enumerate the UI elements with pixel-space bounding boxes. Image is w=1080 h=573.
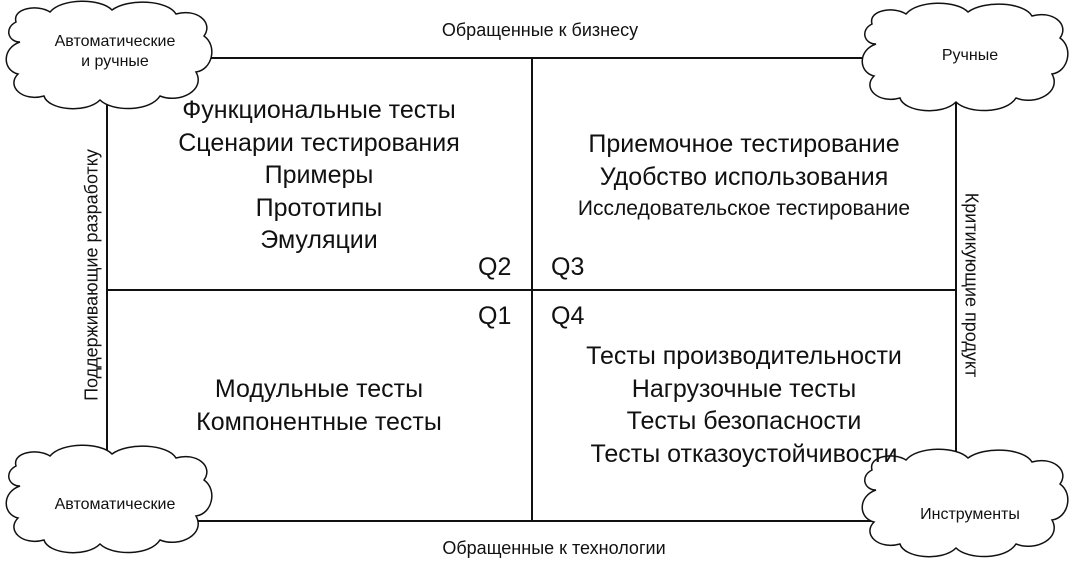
q2-item: Эмуляции bbox=[260, 226, 378, 254]
q3-item: Приемочное тестирование bbox=[588, 130, 900, 158]
q2-test-list bbox=[120, 94, 518, 257]
q3-item: Исследовательское тестирование bbox=[577, 197, 911, 220]
cloud-bottom-left-label: Автоматические bbox=[54, 496, 176, 513]
cloud-bottom-right-label: Инструменты bbox=[920, 506, 1020, 523]
axis-bottom-label: Обращенные к технологии bbox=[442, 538, 666, 558]
q2-label: Q2 bbox=[478, 253, 512, 281]
cloud-top-left-line-1: Автоматические bbox=[54, 33, 176, 50]
q1-label: Q1 bbox=[478, 302, 512, 330]
axis-right-label: Критикующие продукт bbox=[961, 192, 982, 378]
q2-item: Функциональные тесты bbox=[182, 96, 456, 124]
q2-item: Прототипы bbox=[255, 193, 383, 222]
q1-test-list bbox=[120, 373, 518, 438]
q4-item: Тесты отказоустойчивости bbox=[590, 439, 898, 468]
q3-item: Удобство использования bbox=[599, 162, 889, 191]
q4-item: Тесты безопасности bbox=[626, 407, 862, 435]
q3-label: Q3 bbox=[551, 253, 585, 281]
axis-top-label: Обращенные к бизнесу bbox=[441, 20, 639, 40]
q1-item: Модульные тесты bbox=[214, 375, 424, 403]
q3-test-list bbox=[545, 128, 943, 226]
q4-test-list bbox=[545, 340, 943, 470]
cloud-top-right-label: Ручные bbox=[941, 47, 999, 64]
cloud-top-left-label bbox=[20, 32, 210, 72]
axis-left-label: Поддерживающие разработку bbox=[81, 149, 102, 401]
cloud-top-left-line-2: и ручные bbox=[81, 53, 149, 70]
q4-item: Тесты производительности bbox=[586, 342, 902, 370]
q2-item: Сценарии тестирования bbox=[178, 128, 460, 157]
q4-item: Нагрузочные тесты bbox=[631, 374, 857, 403]
q4-label: Q4 bbox=[551, 302, 585, 330]
q2-item: Примеры bbox=[264, 161, 374, 189]
q1-item: Компонентные тесты bbox=[196, 407, 442, 436]
